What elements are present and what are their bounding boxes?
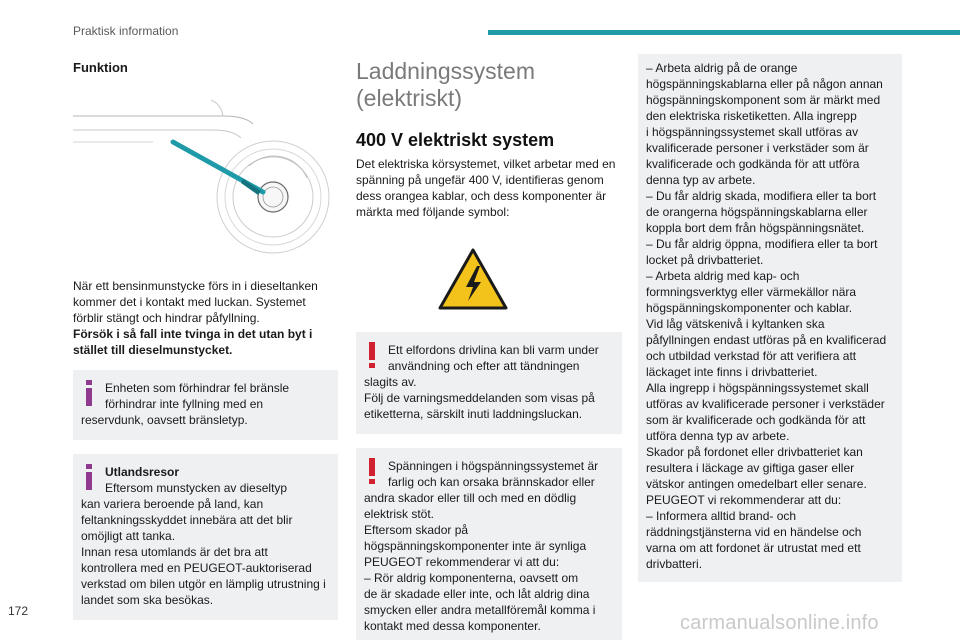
heading-funktion: Funktion [73, 60, 128, 75]
text-line: resultera i läckage av giftiga gaser eller [646, 461, 855, 475]
text-line: spänning på ungefär 400 V, identifieras genom [356, 173, 604, 187]
function-paragraph [73, 278, 338, 358]
text-line: förblir stängt och hindrar påfyllning. [73, 311, 260, 325]
subheading-400v: 400 V elektriskt system [356, 130, 555, 150]
text-line: kommer det i kontakt med luckan. Systemet [73, 295, 306, 309]
text-line: högspänningskomponent som är märkt med [646, 93, 881, 107]
intro-paragraph [356, 156, 622, 220]
page-number: 172 [8, 604, 29, 618]
text-line: smycken eller andra metallföremål komma i [364, 603, 596, 617]
text-line: användning och efter att tändningen [388, 359, 580, 373]
text-line: vätskor antingen omedelbart eller senare. [646, 477, 867, 491]
text-line: i högspänningssystemet skall utföras av [646, 125, 859, 139]
text-line: Spänningen i högspänningssystemet är [388, 459, 599, 473]
text-line: denna typ av arbete. [646, 173, 756, 187]
fuel-nozzle-illustration [73, 94, 338, 254]
warning-note-high-voltage [356, 448, 622, 640]
text-line: kvalificerade och godkända för att utföra [646, 157, 860, 171]
text-line: feltankningsskyddet innebära att det blir [81, 513, 293, 527]
text-line: dess orangea kablar, och dess komponenter är [356, 189, 607, 203]
warning-note-hot-drivetrain [356, 332, 622, 434]
text-line: – Arbeta aldrig på de orange [646, 61, 798, 75]
column-right [638, 54, 902, 582]
bold-text-line: Försök i så fall inte tvinga in det utan byt i [73, 327, 313, 341]
text-line: Alla ingrepp i högspänningssystemet skall [646, 381, 869, 395]
warning-icon [368, 342, 376, 368]
text-line: farlig och kan orsaka brännskador eller [388, 475, 595, 489]
text-line: locket på drivbatteriet. [646, 253, 764, 267]
text-line: – Informera alltid brand- och [646, 509, 797, 523]
text-line: och utbildad verkstad för att verifiera att [646, 349, 857, 363]
bold-text-line: stället till dieselmunstycket. [73, 343, 233, 357]
text-line: koppla bort dem från högspänningsnätet. [646, 221, 865, 235]
text-line: påfyllningen endast utföras på en kvalificerad [646, 333, 887, 347]
text-line: Ett elfordons drivlina kan bli varm under [388, 343, 599, 357]
info-note-reserve-can [73, 370, 338, 440]
text-line: elektrisk stöt. [364, 507, 435, 521]
high-voltage-warning-icon [437, 246, 509, 312]
text-line: som är kvalificerade och godkända för att [646, 413, 866, 427]
text-line: den elektriska risketiketten. Alla ingrepp [646, 109, 857, 123]
text-line: – Rör aldrig komponenterna, oavsett om [364, 571, 579, 585]
section-title [356, 58, 622, 112]
text-line: etiketterna, särskilt inuti laddningsluckan. [364, 407, 583, 421]
text-line: Innan resa utomlands är det bra att [81, 545, 268, 559]
text-line: Följ de varningsmeddelanden som visas på [364, 391, 595, 405]
header-accent-bar [488, 30, 960, 35]
info-note-travel-abroad [73, 454, 338, 620]
text-line: andra skador eller till och med en dödlig [364, 491, 577, 505]
info-icon [85, 380, 93, 406]
note-title: Utlandsresor [105, 465, 180, 479]
text-line: utföras av kvalificerade personer i verkstäder [646, 397, 885, 411]
text-line: – Du får aldrig skada, modifiera eller ta bort [646, 189, 877, 203]
text-line: – Arbeta aldrig med kap- och [646, 269, 800, 283]
text-line: Skador på fordonet eller drivbatteriet kan [646, 445, 863, 459]
text-line: Det elektriska körsystemet, vilket arbetar med en [356, 157, 616, 171]
section-title-line: (elektriskt) [356, 85, 463, 111]
text-line: Eftersom skador på [364, 523, 469, 537]
text-line: slagits av. [364, 375, 417, 389]
text-line: Vid låg vätskenivå i kyltanken ska [646, 317, 825, 331]
text-line: PEUGEOT rekommenderar vi att du: [364, 555, 560, 569]
warning-note-continued [638, 54, 902, 582]
text-line: läckaget inte finns i drivbatteriet. [646, 365, 818, 379]
text-line: När ett bensinmunstycke förs in i dieseltanken [73, 279, 318, 293]
text-line: kvalificerade personer i verkstäder som är [646, 141, 869, 155]
text-line: omöjligt att tanka. [81, 529, 176, 543]
text-line: märkta med följande symbol: [356, 205, 510, 219]
info-icon [85, 464, 93, 490]
text-line: de är skadade eller inte, och låt aldrig dina [364, 587, 590, 601]
text-line: högspänningskomponenter och kablar. [646, 301, 853, 315]
text-line: – Du får aldrig öppna, modifiera eller ta bort [646, 237, 878, 251]
column-middle [356, 58, 622, 640]
text-line: landet som ska besökas. [81, 593, 214, 607]
text-line: PEUGEOT vi rekommenderar att du: [646, 493, 842, 507]
text-line: reservdunk, oavsett bränsletyp. [81, 413, 248, 427]
text-line: utföra denna typ av arbete. [646, 429, 790, 443]
text-line: förhindrar inte fyllning med en [105, 397, 264, 411]
watermark: carmanualsonline.info [680, 612, 879, 634]
text-line: Enheten som förhindrar fel bränsle [105, 381, 290, 395]
warning-icon [368, 458, 376, 484]
text-line: drivbatteri. [646, 557, 703, 571]
text-line: formningsverktyg eller värmekällor nära [646, 285, 857, 299]
text-line: verkstad om bilen utgör en lämplig utrustning i [81, 577, 326, 591]
text-line: högspänningskablarna eller på någon annan [646, 77, 883, 91]
text-line: kan variera beroende på land, kan [81, 497, 264, 511]
text-line: kontrollera med en PEUGEOT-auktoriserad [81, 561, 312, 575]
column-left [73, 58, 338, 620]
text-line: de orangerna högspänningskablarna eller [646, 205, 868, 219]
text-line: varna om att fordonet är utrustat med ett [646, 541, 861, 555]
section-title-line: Laddningssystem [356, 58, 535, 84]
text-line: Eftersom munstycken av dieseltyp [105, 481, 288, 495]
text-line: högspänningskomponenter inte är synliga [364, 539, 587, 553]
text-line: kontakt med dessa komponenter. [364, 619, 541, 633]
text-line: räddningstjänsterna vid en händelse och [646, 525, 862, 539]
running-header: Praktisk information [73, 24, 179, 38]
